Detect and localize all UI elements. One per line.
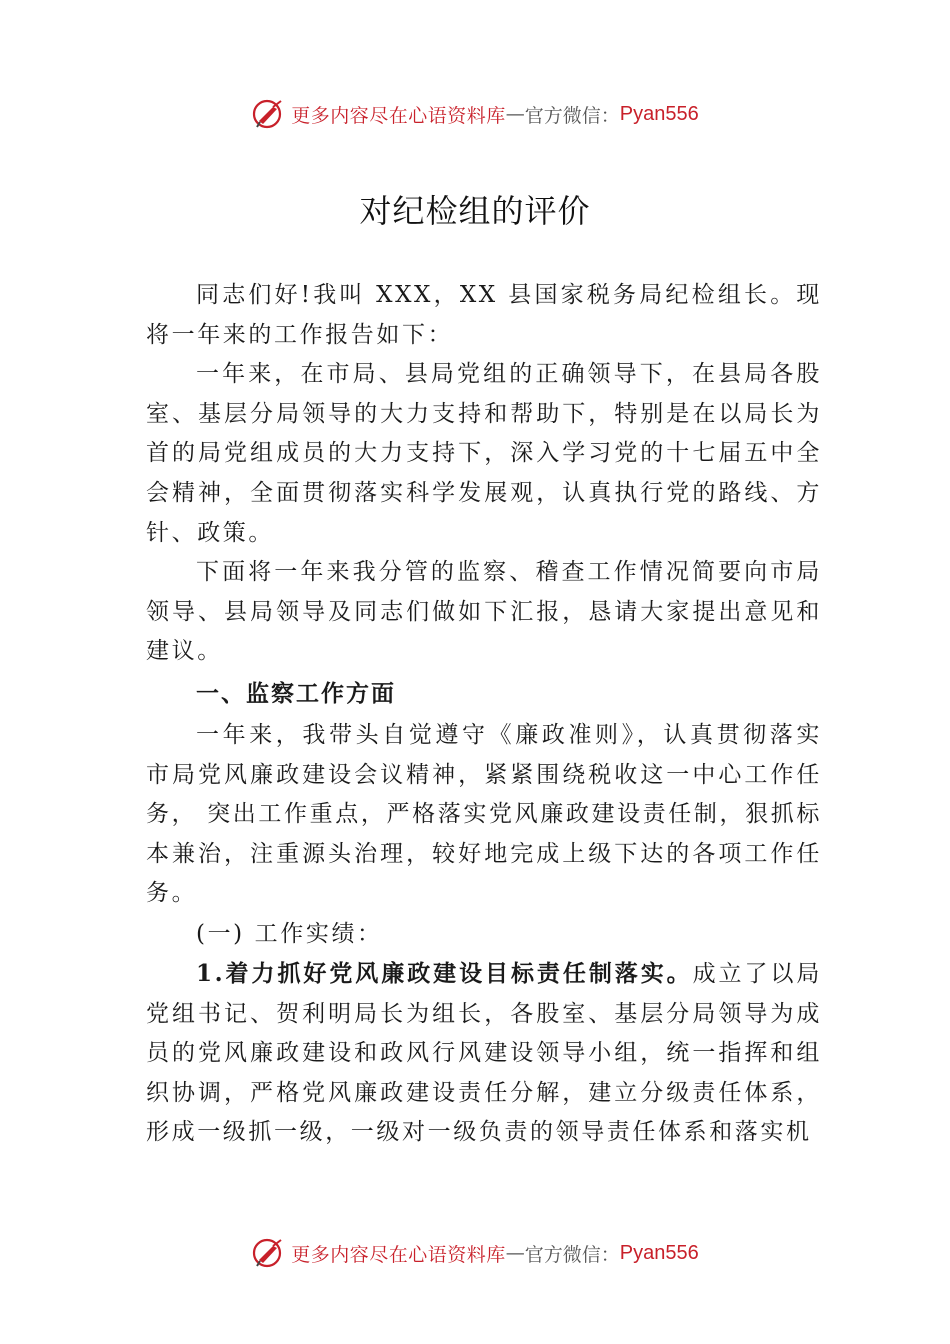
item-1-text: 成立了以局党组书记、贺利明局长为组长，各股室、基层分局领导为成员的党风廉政建设和政风行风建设领导小组，统一指挥和组织协调，严格党风廉政建设责任分解，建立分级责任体系， 形成一级抓一级，一级对一级负责的领导责任体系和落实机 [146, 960, 822, 1146]
footer-wechat-label: 官方微信： [524, 1243, 620, 1266]
footer-banner [0, 1233, 950, 1273]
logo-icon [251, 1236, 285, 1270]
paragraph-report: 下面将一年来我分管的监察、稽查工作情况简要向市局领导、县局领导及同志们做如下汇报，恳请大家提出意见和建议。 [146, 559, 822, 665]
header-wechat-label: 官方微信： [524, 104, 620, 127]
paragraph-greeting: 同志们好!我叫 XXX，XX 县国家税务局纪检组长。现将一年来的工作报告如下： [146, 282, 822, 348]
header-wechat-id: Pyan556 [619, 102, 699, 125]
header-dash: — [505, 103, 525, 125]
section-heading-supervision: 一、监察工作方面 [196, 679, 396, 707]
paragraph-item-1 [146, 954, 822, 1153]
page-title: 对纪检组的评价 [359, 192, 591, 230]
footer-dash: — [505, 1242, 525, 1264]
footer-wechat-id: Pyan556 [619, 1241, 699, 1264]
footer-promo-text: 更多内容尽在心语资料库 [291, 1243, 506, 1266]
header-promo-text: 更多内容尽在心语资料库 [291, 104, 506, 127]
paragraph-intro: 一年来，在市局、县局党组的正确领导下，在县局各股室、基层分局领导的大力支持和帮助下，特别是在以局长为首的局党组成员的大力支持下，深入学习党的十七届五中全会精神，全面贯彻落实科学发展观，认真执行党的路线、方针、政策。 [146, 361, 822, 546]
logo-icon [251, 97, 285, 131]
header-banner [0, 94, 950, 134]
subsection-heading-results: (一) 工作实绩： [196, 920, 383, 947]
item-1-heading: 1.着力抓好党风廉政建设目标责任制落实。 [196, 959, 693, 987]
document-body [146, 276, 822, 1153]
paragraph-supervision: 一年来，我带头自觉遵守《廉政准则》，认真贯彻落实市局党风廉政建设会议精神，紧紧围绕税收这一中心工作任务， 突出工作重点，严格落实党风廉政建设责任制，狠抓标本兼治，注重源头治理，较好地完成上级下达的各项工作任务。 [146, 721, 822, 907]
